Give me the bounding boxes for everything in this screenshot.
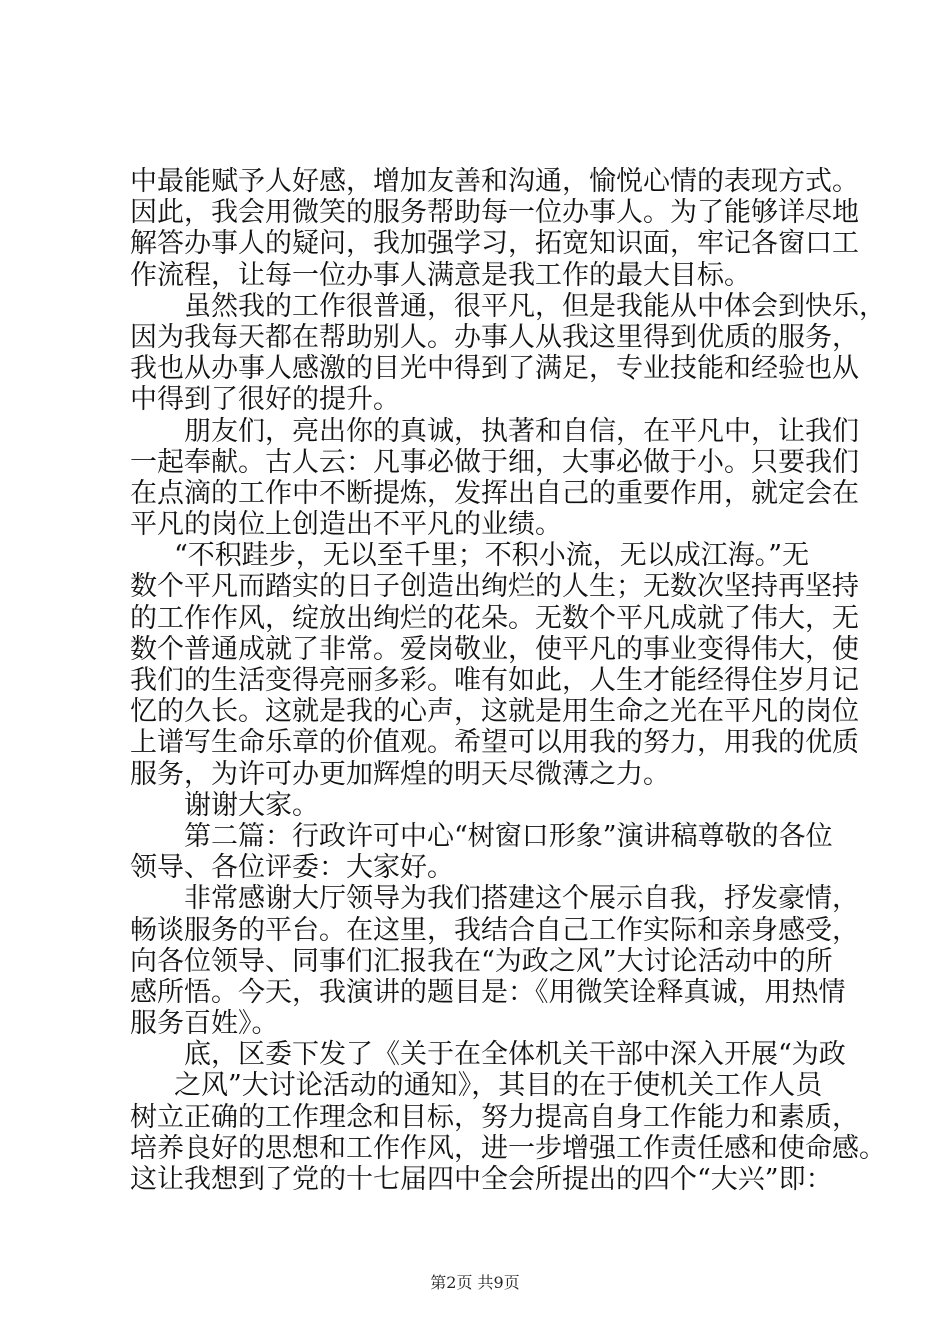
paragraph-start-line: 谢谢大家。 [184, 789, 319, 821]
text-line: 向各位领导、同事们汇报我在“为政之风”大讨论活动中的所 [130, 945, 833, 977]
text-line: 感所悟。今天，我演讲的题目是：《用微笑诠释真诚，用热情 [130, 976, 846, 1008]
text-line: 领导、各位评委：大家好。 [130, 852, 454, 884]
text-line: 在点滴的工作中不断提炼，发挥出自己的重要作用，就定会在 [130, 477, 859, 509]
text-line: 因此，我会用微笑的服务帮助每一位办事人。为了能够详尽地 [130, 197, 859, 229]
text-line: 忆的久长。这就是我的心声，这就是用生命之光在平凡的岗位 [130, 696, 859, 728]
paragraph-start-line: 底，区委下发了《关于在全体机关干部中深入开展“为政 [184, 1039, 846, 1071]
text-line: 我们的生活变得亮丽多彩。唯有如此，人生才能经得住岁月记 [130, 665, 859, 696]
paragraph-start-line: 非常感谢大厅领导为我们搭建这个展示自我，抒发豪情， [184, 883, 859, 915]
text-line: 一起奉献。古人云：凡事必做于细，大事必做于小。只要我们 [130, 446, 859, 478]
text-line: 解答办事人的疑问，我加强学习，拓宽知识面，牢记各窗口工 [130, 228, 859, 260]
text-line: 因为我每天都在帮助别人。办事人从我这里得到优质的服务， [130, 321, 859, 353]
text-line: 畅谈服务的平台。在这里，我结合自己工作实际和亲身感受， [130, 914, 859, 946]
text-line: 的工作作风，绽放出绚烂的花朵。无数个平凡成就了伟大，无 [130, 602, 859, 634]
text-line: 服务，为许可办更加辉煌的明天尽微薄之力。 [130, 758, 670, 790]
text-line: 作流程，让每一位办事人满意是我工作的最大目标。 [130, 259, 751, 291]
text-line: 中最能赋予人好感，增加友善和沟通，愉悦心情的表现方式。 [130, 166, 859, 197]
text-line: 培养良好的思想和工作作风，进一步增强工作责任感和使命感。 [130, 1132, 886, 1164]
text-line: 数个平凡而踏实的日子创造出绚烂的人生；无数次坚持再坚持 [130, 571, 859, 603]
text-line: 服务百姓》。 [130, 1008, 279, 1040]
text-line: 中得到了很好的提升。 [130, 384, 400, 416]
paragraph-start-line: 朋友们，亮出你的真诚，执著和自信，在平凡中，让我们 [184, 415, 859, 447]
paragraph-start-line: 第二篇：行政许可中心“树窗口形象”演讲稿尊敬的各位 [184, 820, 833, 852]
text-line: 数个普通成就了非常。爱岗敬业，使平凡的事业变得伟大，使 [130, 633, 859, 665]
page-number-footer: 第2页 共9页 [430, 1273, 520, 1292]
text-line: 之风”大讨论活动的通知》，其目的在于使机关工作人员 [174, 1070, 823, 1102]
paragraph-start-line: 虽然我的工作很普通，很平凡，但是我能从中体会到快乐， [184, 290, 886, 322]
text-line: 平凡的岗位上创造出不平凡的业绩。 [130, 509, 562, 541]
document-body [130, 166, 886, 1195]
text-line: 上谱写生命乐章的价值观。希望可以用我的努力，用我的优质 [130, 727, 859, 759]
text-line: 这让我想到了党的十七届四中全会所提出的四个“大兴”即： [130, 1164, 833, 1195]
text-line: 树立正确的工作理念和目标，努力提高自身工作能力和素质， [130, 1101, 859, 1133]
paragraph-start-line: “不积跬步，无以至千里；不积小流，无以成江海。”无 [174, 540, 810, 572]
text-line: 我也从办事人感激的目光中得到了满足，专业技能和经验也从 [130, 353, 859, 385]
